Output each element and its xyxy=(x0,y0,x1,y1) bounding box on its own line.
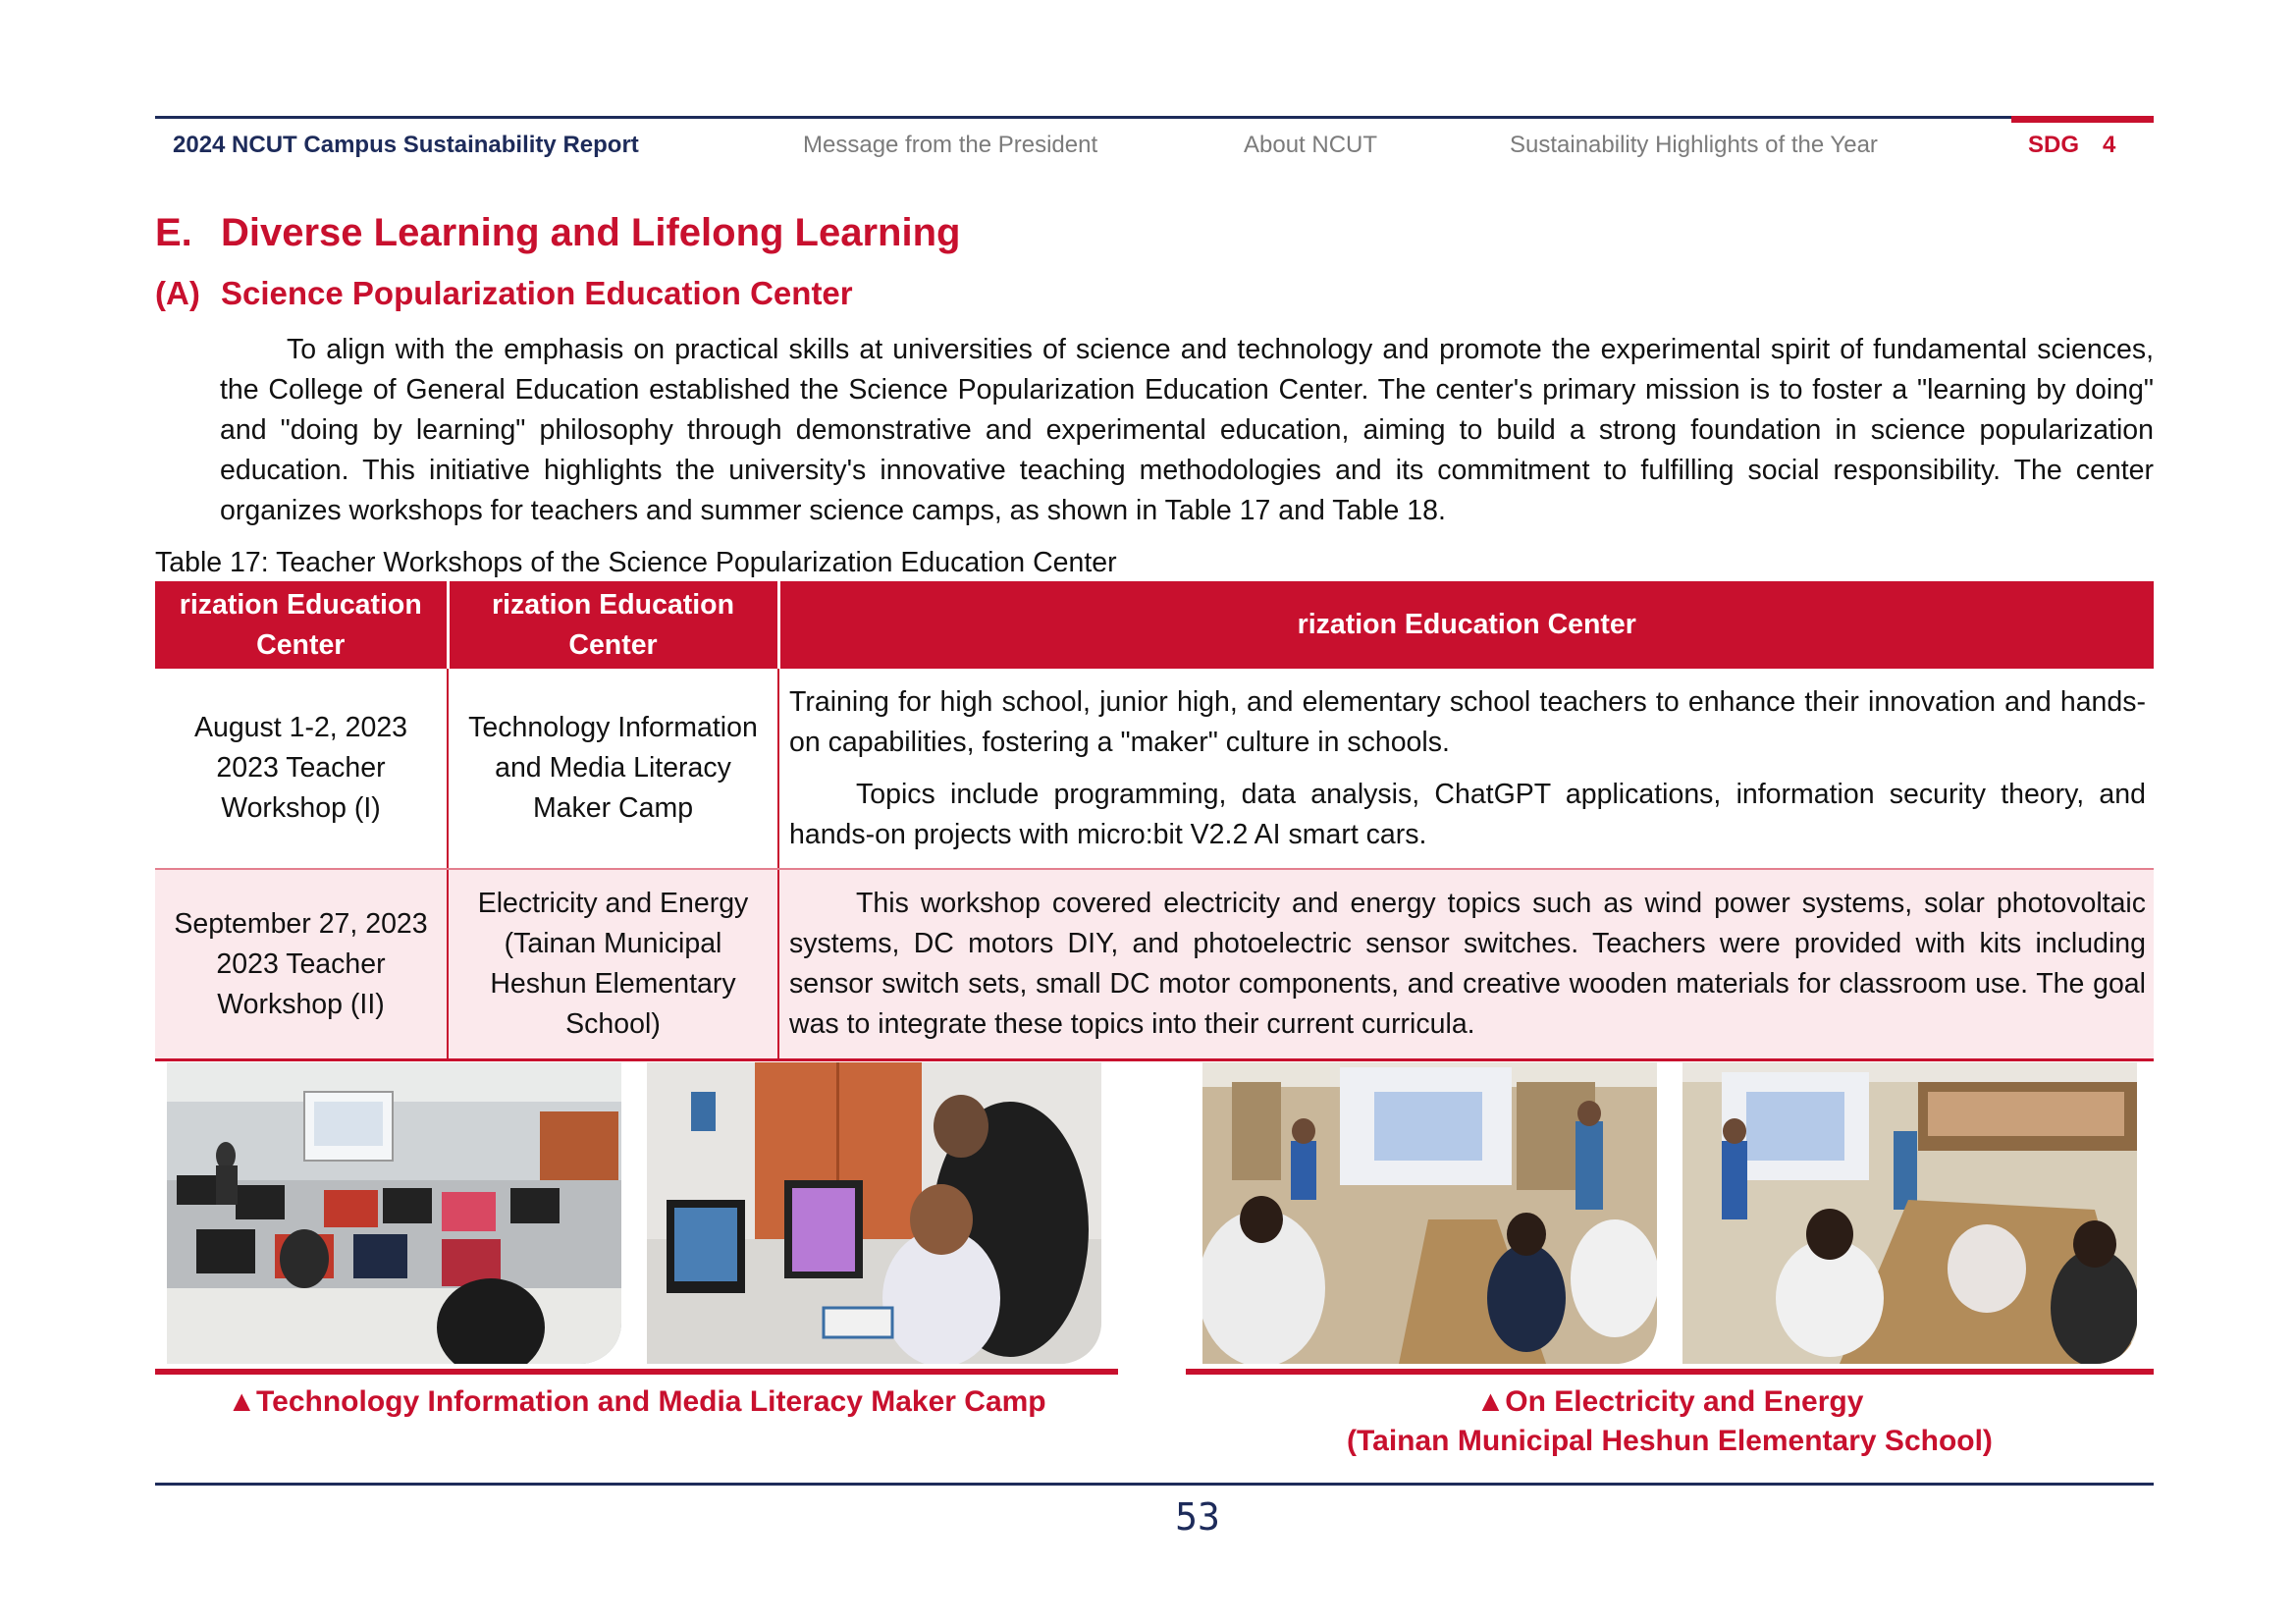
nav-message-from-president[interactable]: Message from the President xyxy=(803,132,1098,158)
subsection-title: Science Popularization Education Center xyxy=(221,275,853,311)
nav-sustainability-highlights[interactable]: Sustainability Highlights of the Year xyxy=(1510,132,1878,158)
table-header-cell: rization Education Center xyxy=(778,581,2154,669)
table-header-cell: rization Education Center xyxy=(155,581,448,669)
photo-energy-workshop-presentation xyxy=(1202,1062,1657,1364)
workshop-name: Electricity and Energy (Tainan Municipal Heshun Elementary School) xyxy=(477,888,749,1040)
photo-instructor-helping-teacher xyxy=(647,1062,1101,1364)
section-title: Diverse Learning and Lifelong Learning xyxy=(221,211,961,254)
subsection-heading xyxy=(155,272,853,315)
photo-computer-lab-class xyxy=(167,1062,621,1364)
sdg-number: 4 xyxy=(2103,132,2116,158)
photo-group-rule-right xyxy=(1186,1369,2154,1375)
photo-group-rule-left xyxy=(155,1369,1118,1375)
page-number: 53 xyxy=(1175,1495,1220,1539)
table-caption: Table 17: Teacher Workshops of the Science Popularization Education Center xyxy=(155,547,1117,578)
workshop-event: 2023 Teacher Workshop (II) xyxy=(216,947,386,1020)
table-cell-name xyxy=(448,669,778,869)
workshop-description: This workshop covered electricity and energy topics such as wind power systems, solar photovoltaic systems, DC motors DIY, and photoelectric sensor switches. Teachers were provided with kits including sensor switch sets, small DC motor components, and creative wooden materials for classroom use. The goal was to integrate these topics into their current curricula. xyxy=(789,888,2146,1040)
table-cell-name xyxy=(448,869,778,1060)
table-cell-date xyxy=(155,869,448,1060)
photo-caption-left: ▲Technology Information and Media Literacy Maker Camp xyxy=(227,1385,1046,1418)
workshop-name: Technology Information and Media Literacy Maker Camp xyxy=(468,712,758,824)
photo-energy-workshop-classroom xyxy=(1682,1062,2137,1364)
workshop-description: Topics include programming, data analysis, ChatGPT applications, information security theory, and hands-on projects with micro:bit V2.2 AI smart cars. xyxy=(789,778,2146,850)
workshop-description: Training for high school, junior high, and elementary school teachers to enhance their innovation and hands-on capabilities, fostering a "maker" culture in schools. xyxy=(789,685,2146,758)
photo-caption-right xyxy=(1186,1382,2154,1461)
report-title[interactable]: 2024 NCUT Campus Sustainability Report xyxy=(173,132,639,158)
sdg-indicator[interactable] xyxy=(2028,131,2115,160)
photo-caption-right-line1: ▲On Electricity and Energy xyxy=(1475,1385,1864,1418)
body-text: To align with the emphasis on practical skills at universities of science and technology and promote the experimental spirit of fundamental sciences, the College of General Education established the Science Popularization Education Center. The center's primary mission is to foster a "learning by doing" and "doing by learning" philosophy through demonstrative and experimental education, aiming to build a strong foundation in science popularization education. This initiative highlights the university's innovative teaching methodologies and its commitment to fulfilling social responsibility. The center organizes workshops for teachers and summer science camps, as shown in Table 17 and Table 18. xyxy=(220,334,2154,526)
table-row xyxy=(155,869,2154,1060)
table-cell-description xyxy=(778,669,2154,869)
workshop-table xyxy=(155,581,2154,1061)
workshop-date: September 27, 2023 xyxy=(174,907,428,940)
table-header-row xyxy=(155,581,2154,669)
workshop-date: August 1-2, 2023 xyxy=(193,712,408,743)
section-marker: E. xyxy=(155,211,192,254)
header-rule xyxy=(155,116,2154,119)
table-header-cell: rization Education Center xyxy=(448,581,778,669)
table-cell-date xyxy=(155,669,448,869)
body-paragraph xyxy=(220,330,2154,531)
subsection-marker: (A) xyxy=(155,275,200,311)
section-heading xyxy=(155,208,960,257)
footer-rule xyxy=(155,1483,2154,1486)
sdg-accent-bar xyxy=(2011,116,2154,123)
table-cell-description xyxy=(778,869,2154,1060)
workshop-event: 2023 Teacher Workshop (I) xyxy=(216,752,386,824)
sdg-label: SDG xyxy=(2028,132,2080,158)
nav-about-ncut[interactable]: About NCUT xyxy=(1244,132,1378,158)
photo-caption-right-line2: (Tainan Municipal Heshun Elementary School) xyxy=(1347,1425,1993,1457)
table-row xyxy=(155,669,2154,869)
